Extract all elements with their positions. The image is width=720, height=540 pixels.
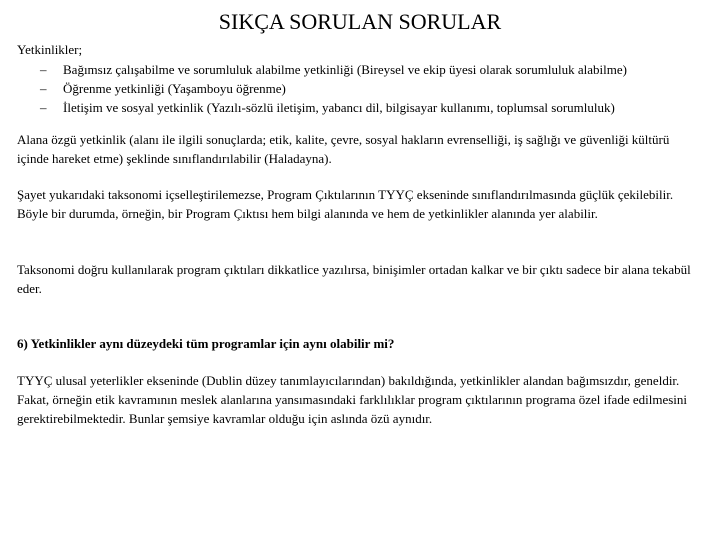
page-title: SIKÇA SORULAN SORULAR (218, 9, 502, 34)
paragraph-taxonomy-usage: Taksonomi doğru kullanılarak program çıktıları dikkatlice yazılırsa, binişimler ortadan kalkar ve bir çıktı sadece bir alana tekabül eder. (17, 262, 691, 296)
question-heading: 6) Yetkinlikler aynı düzeydeki tüm programlar için aynı olabilir mi? (17, 336, 395, 351)
competencies-heading: Yetkinlikler; (17, 42, 83, 57)
paragraph-field-specific: Alana özgü yetkinlik (alanı ile ilgili sonuçlarda; etik, kalite, çevre, sosyal hakların evrenselliği, iş sağlığı ve güvenliği kültürü içinde hareket etme) şeklinde sınıflandırılabilir (Haladayna). (17, 132, 670, 166)
dash-bullet: – (40, 81, 47, 96)
competencies-list (40, 60, 710, 117)
list-item (40, 98, 710, 117)
answer-paragraph: TYYÇ ulusal yeterlikler ekseninde (Dublin düzey tanımlayıcılarından) bakıldığında, yetkinlikler alandan bağımsızdır, geneldir. Fakat, örneğin etik kavramının meslek alanlarına yansımasındaki farklılıklar program çıktılarının programa özel ifade edilmesini gerektirebilmektedir. Bunlar şemsiye kavramlar olduğu için aslında özü aynıdır. (17, 373, 688, 426)
list-item-text: Öğrenme yetkinliği (Yaşamboyu öğrenme) (63, 81, 286, 96)
list-item (40, 60, 710, 79)
dash-bullet: – (40, 62, 47, 77)
list-item-text: Bağımsız çalışabilme ve sorumluluk alabilme yetkinliği (Bireysel ve ekip üyesi olarak sorumluluk alabilme) (63, 62, 627, 77)
list-item-text: İletişim ve sosyal yetkinlik (Yazılı-sözlü iletişim, yabancı dil, bilgisayar kullanımı, toplumsal sorumluluk) (63, 100, 615, 115)
list-item (40, 79, 710, 98)
paragraph-taxonomy-difficulty: Şayet yukarıdaki taksonomi içselleştirilemezse, Program Çıktılarının TYYÇ ekseninde sınıflandırılmasında güçlük çekilebilir. Böyle bir durumda, örneğin, bir Program Çıktısı hem bilgi alanında ve hem de yetkinlikler alanında yer alabilir. (17, 187, 674, 221)
dash-bullet: – (40, 100, 47, 115)
